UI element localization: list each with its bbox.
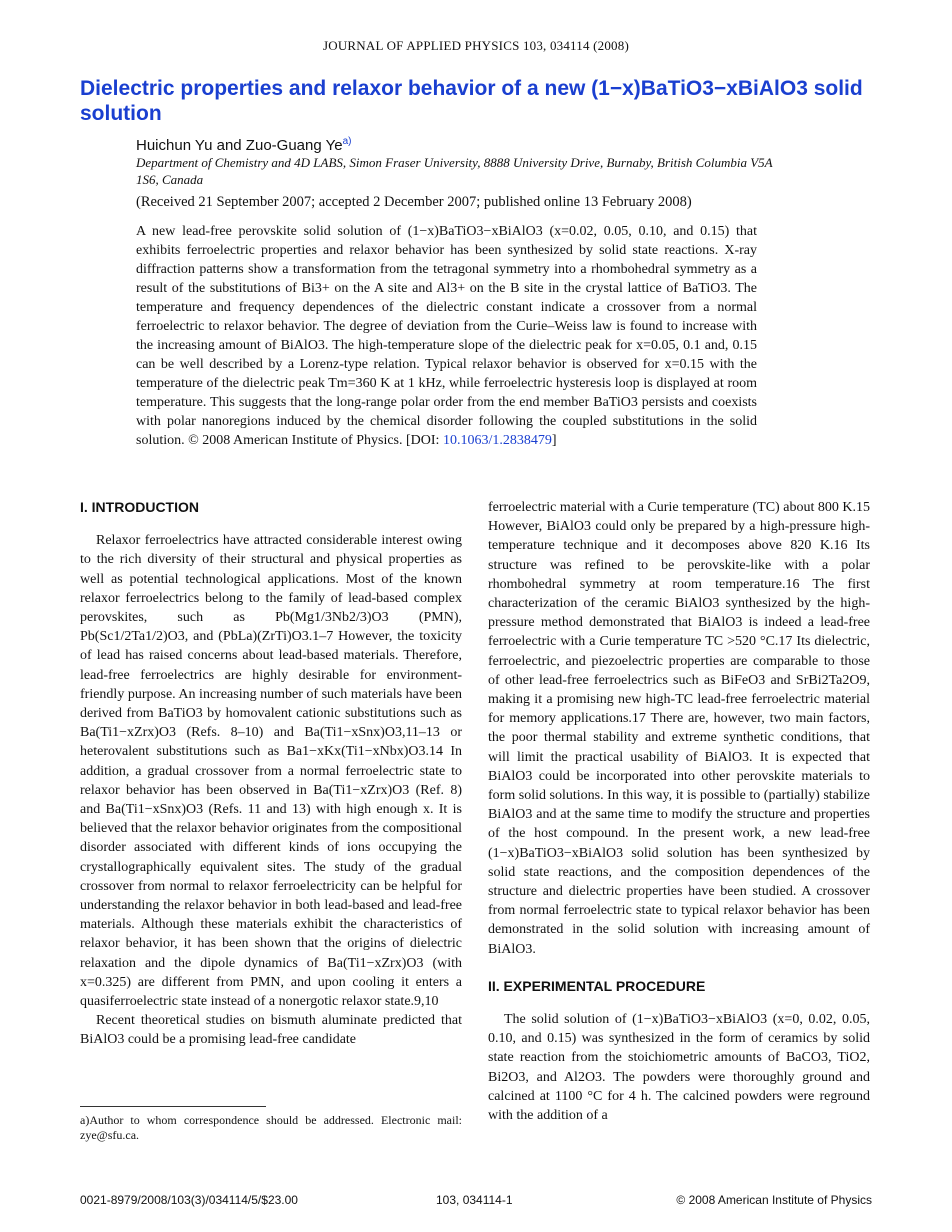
experimental-paragraph-1: The solid solution of (1−x)BaTiO3−xBiAlO3 (x=0, 0.02, 0.05, 0.10, and 0.15) was synthesized in the form of ceramics by solid state reaction from the stoichiometric amounts of BaCO3, TiO2, Bi2O3, and Al2O3. The powders were thoroughly ground and calcined at 1100 °C for 4 h. The calcined powders were reground with the addition of a <box>488 1012 870 1124</box>
affiliation: Department of Chemistry and 4D LABS, Simon Fraser University, 8888 University Drive, Burnaby, British Columbia V5A 1S6, Canada <box>136 155 773 187</box>
section-heading-introduction: I. INTRODUCTION <box>80 499 199 515</box>
section-heading-experimental: II. EXPERIMENTAL PROCEDURE <box>488 977 706 994</box>
authors-text: Huichun Yu and Zuo-Guang Ye <box>136 137 343 154</box>
doi-link[interactable]: 10.1063/1.2838479 <box>442 433 552 448</box>
footer-page-number: 103, 034114-1 <box>436 1193 513 1207</box>
footer-identifier: 0021-8979/2008/103(3)/034114/5/$23.00 <box>80 1193 298 1207</box>
right-column <box>488 498 870 1125</box>
article-title: Dielectric properties and relaxor behavior of a new (1−x)BaTiO3−xBiAlO3 solid solution <box>80 77 863 125</box>
author-footnote-link[interactable]: a) <box>342 136 352 147</box>
footer-copyright: © 2008 American Institute of Physics <box>676 1193 872 1207</box>
doi-prefix: [DOI: <box>406 433 443 448</box>
footnote-divider <box>80 1106 266 1107</box>
doi-suffix: ] <box>551 433 557 448</box>
author-list <box>136 136 351 154</box>
abstract-text: A new lead-free perovskite solid solution of (1−x)BaTiO3−xBiAlO3 (x=0.02, 0.05, 0.10, and 0.15) that exhibits ferroelectric properties and relaxor behavior has been synthesized by solid state reactions. X-ray diffraction patterns show a transformation from the tetragonal symmetry into a rhombohedral symmetry as a result of the substitutions of Bi3+ on the A site and Al3+ on the B site in the crystal lattice of BaTiO3. The temperature and frequency dependences of the dielectric constant indicate a crossover from a normal ferroelectric to relaxor behavior. The degree of deviation from the Curie–Weiss law is found to increase with the increasing amount of BiAlO3. The high-temperature slope of the dielectric peak for x=0.05, 0.1 and, 0.15 can be well described by a Lorenz-type relation. Typical relaxor behavior is observed for x=0.15 with the temperature of the dielectric peak Tm=360 K at 1 kHz, while ferroelectric hysteresis loop is displayed at room temperature. This suggests that the long-range polar order from the end member BaTiO3 persists and coexists with polar nanoregions induced by the chemical disorder following the coupled substitutions in the solid solution. © 2008 American Institute of Physics. <box>136 224 757 448</box>
intro-paragraph-1: Relaxor ferroelectrics have attracted considerable interest owing to the rich diversity of their structural and physical properties as well as potential technological applications. Most of the known relaxor ferroelectrics belong to the family of lead-based complex perovskites, such as Pb(Mg1/3Nb2/3)O3 (PMN), Pb(Sc1/2Ta1/2)O3, and (PbLa)(ZrTi)O3.1–7 However, the toxicity of lead has raised concerns about lead-based materials. Therefore, lead-free ferroelectrics are highly desirable for environment-friendly purpose. An increasing number of such materials have been derived from BaTiO3 by homovalent cationic substitutions such as Ba(Ti1−xZrx)O3 (Refs. 8–10) and Ba(Ti1−xSnx)O3,11–13 or heterovalent substitutions such as Ba1−xKx(Ti1−xNbx)O3.14 In addition, a gradual crossover from a normal ferroelectric state to relaxor behavior has been observed in Ba(Ti1−xZrx)O3 (Ref. 8) and Ba(Ti1−xSnx)O3 (Refs. 11 and 13) with high enough x. It is believed that the relaxor behavior originates from the compositional disorder associated with different kinds of ions occupying the crystallographically equivalent sites. The study of the gradual crossover from normal to relaxor ferroelectricity can be helpful for understanding the relaxor behavior in both lead-based and lead-free materials. Although these materials exhibit the characteristics of relaxor behavior, it has been shown that the origins of dielectric relaxation and the dipole dynamics of Ba(Ti1−xZrx)O3 (with x=0.325) are different from PMN, and upon cooling it enters a quasiferroelectric state instead of a nonergotic relaxor state.9,10 <box>80 533 462 1010</box>
right-paragraph-1: ferroelectric material with a Curie temperature (TC) about 800 K.15 However, BiAlO3 could only be prepared by a high-pressure high-temperature technique and it decomposes above 820 K.16 Its structure was refined to be perovskite-like with a polar rhombohedral symmetry at room temperature.16 The first characterization of the ceramic BiAlO3 synthesized by the high-pressure method demonstrated that BiAlO3 is indeed a lead-free ferroelectric with a Curie temperature TC >520 °C.17 Its dielectric, ferroelectric, and piezoelectric properties are comparable to those of other lead-free ferroelectrics such as BiFeO3 and SrBi2Ta2O9, making it a promising new high-TC lead-free ferroelectric material for memory applications.17 There are, however, two main factors, the poor thermal stability and extreme synthetic conditions, that will limit the practical usability of BiAlO3. It is expected that BiAlO3 could be incorporated into other perovskite materials to form solid solutions. In this way, it is possible to (partially) stabilize BiAlO3 and at the same time to modify the structure and properties of the host compound. In the present work, a new lead-free (1−x)BaTiO3−xBiAlO3 solid solution has been synthesized by solid state reactions, and the composition dependences of the structure and dielectric properties have been studied. A crossover from normal ferroelectric state to typical relaxor behavior has been demonstrated in the solid solution with increasing amount of BiAlO3. <box>488 500 870 957</box>
left-column <box>80 498 462 1050</box>
running-head: JOURNAL OF APPLIED PHYSICS 103, 034114 (2008) <box>323 38 629 53</box>
received-dates: (Received 21 September 2007; accepted 2 December 2007; published online 13 February 2008) <box>136 194 692 210</box>
abstract <box>136 222 757 450</box>
intro-paragraph-2: Recent theoretical studies on bismuth aluminate predicted that BiAlO3 could be a promising lead-free candidate <box>80 1013 462 1048</box>
footnote: a)Author to whom correspondence should be addressed. Electronic mail: zye@sfu.ca. <box>80 1113 462 1142</box>
